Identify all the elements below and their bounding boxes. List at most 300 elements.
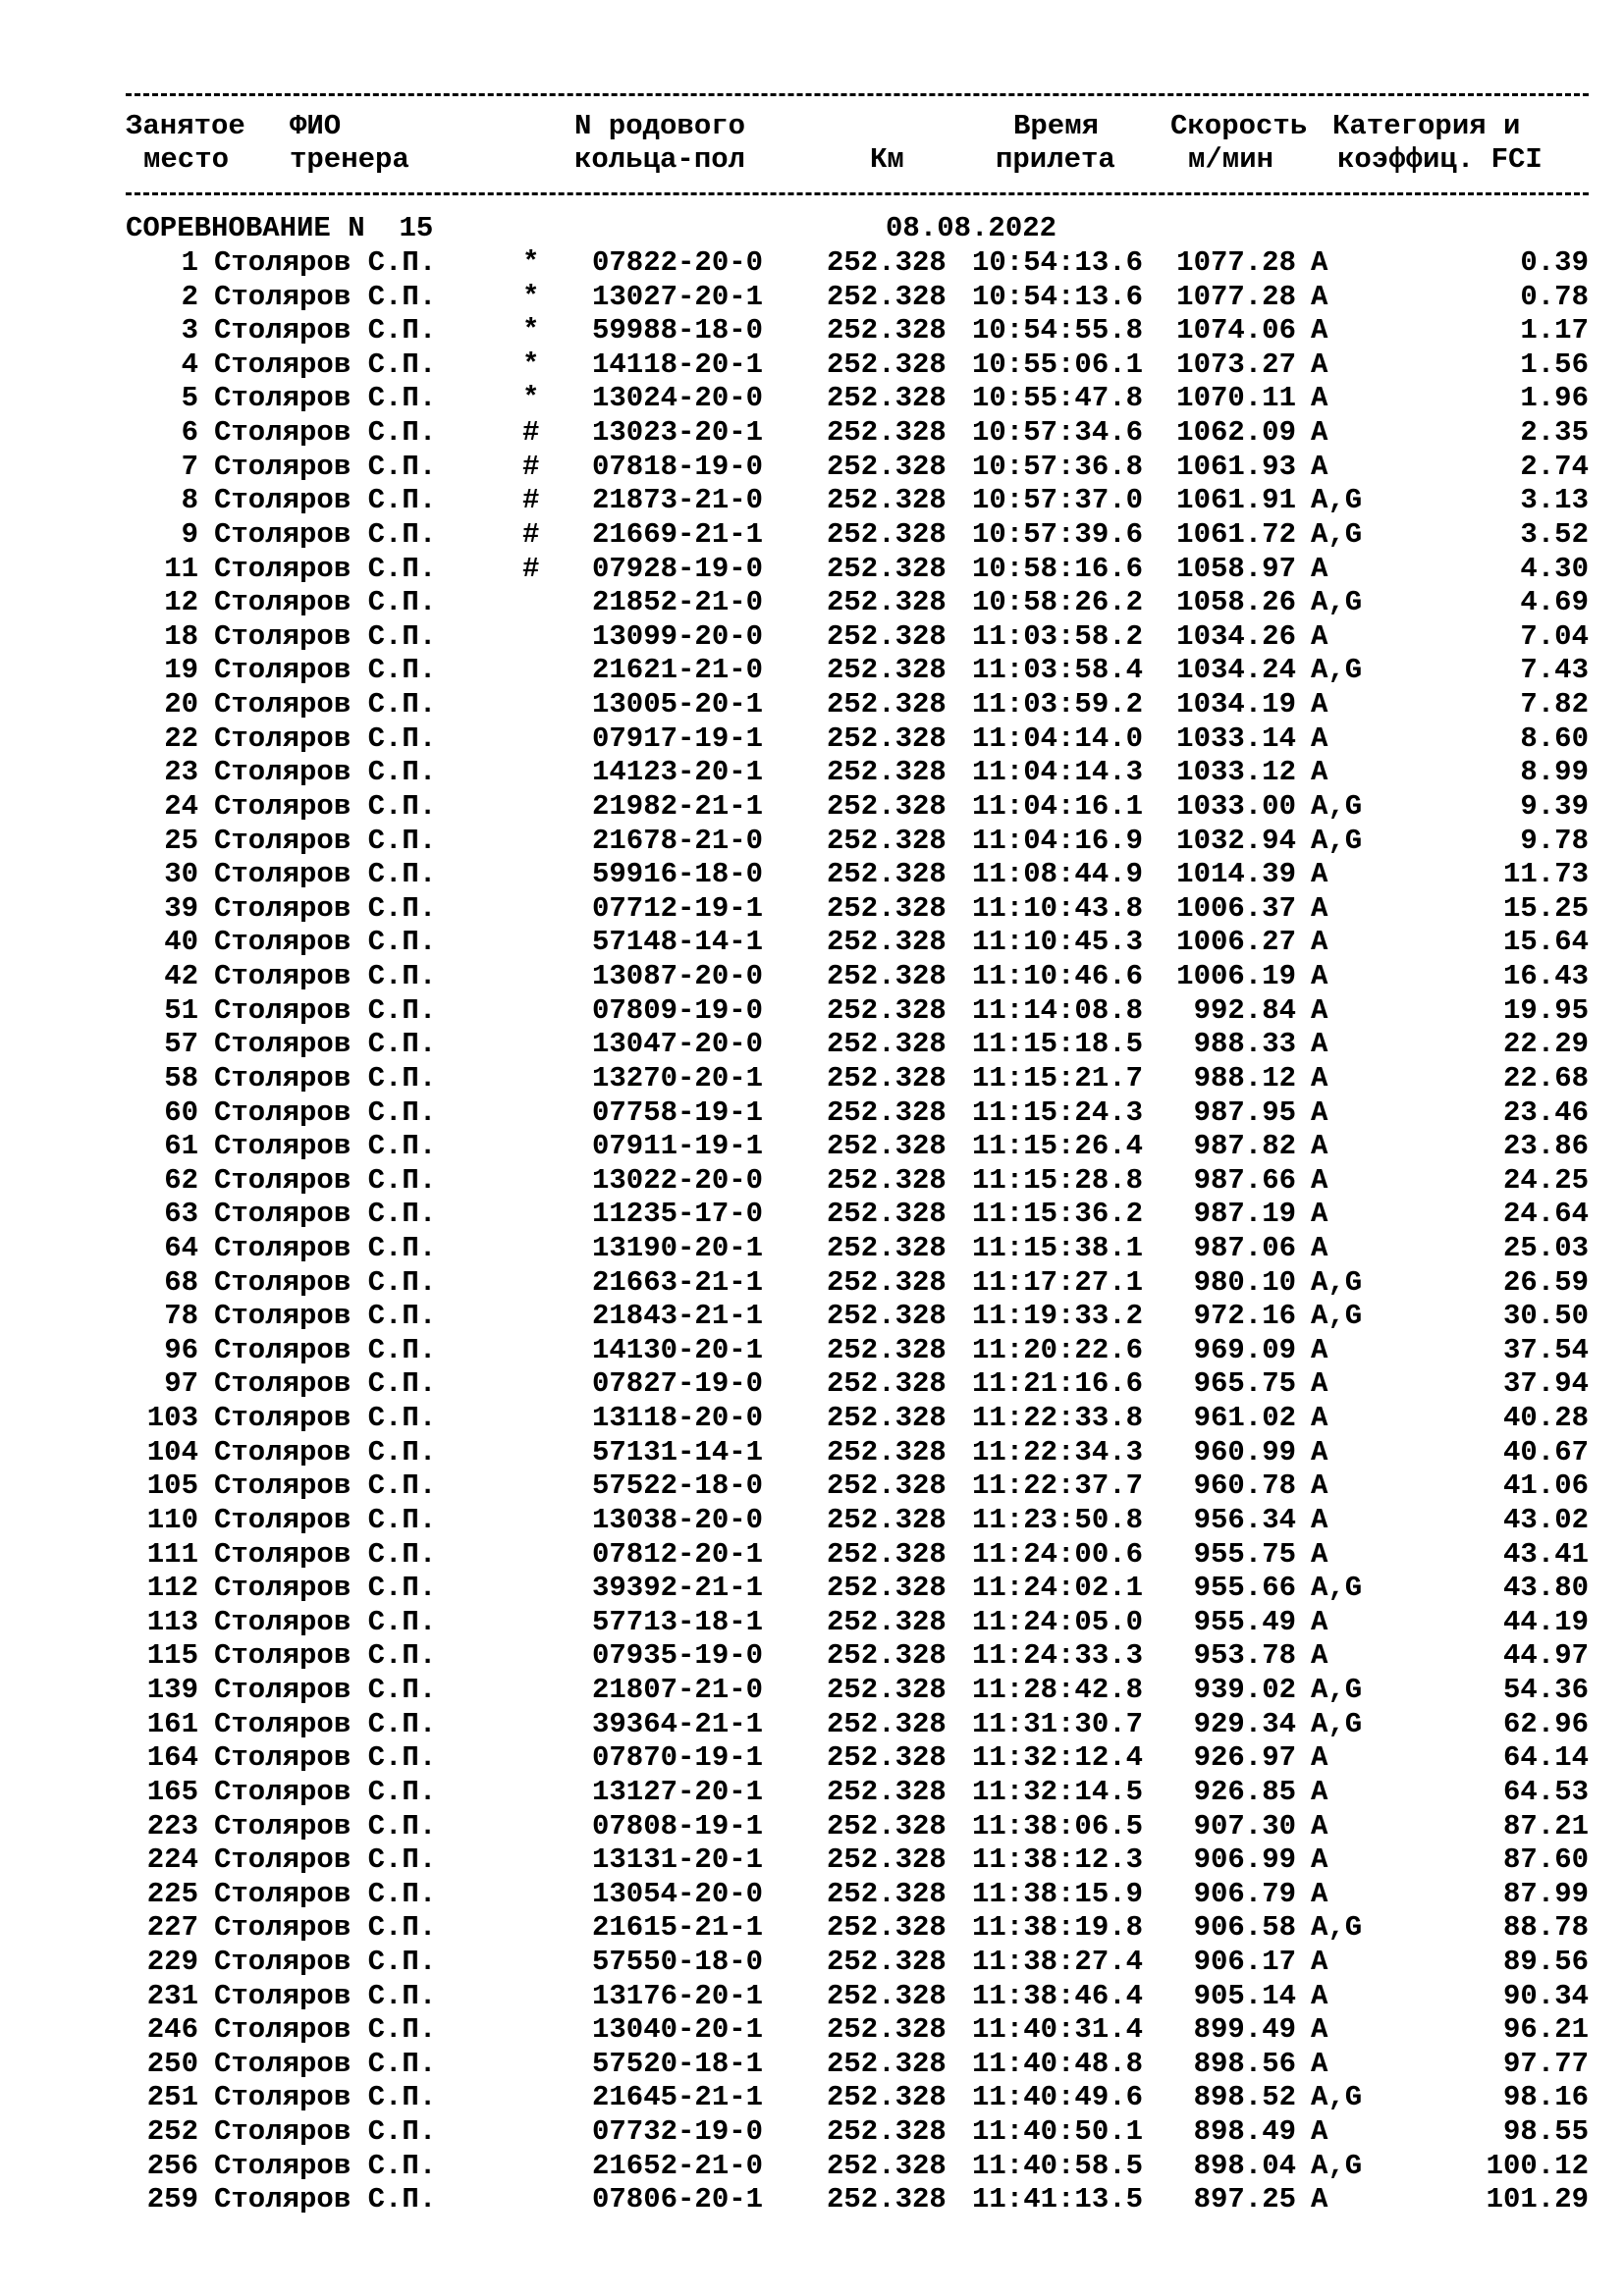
- ring-cell: 21873-21-0: [592, 484, 764, 517]
- speed-cell: 1061.91: [1176, 484, 1296, 517]
- speed-cell: 1070.11: [1176, 382, 1296, 415]
- competition-label: СОРЕВНОВАНИЕ N 15: [126, 212, 434, 244]
- km-cell: 252.328: [827, 2149, 947, 2182]
- table-row: [0, 1504, 1624, 1537]
- mark-cell: #: [522, 450, 540, 483]
- table-row: [0, 825, 1624, 858]
- time-cell: 10:57:37.0: [972, 484, 1144, 517]
- category-cell: A,G: [1311, 517, 1363, 551]
- km-cell: 252.328: [827, 246, 947, 279]
- ring-cell: 13131-20-1: [592, 1843, 764, 1877]
- ring-cell: 59988-18-0: [592, 314, 764, 347]
- ring-cell: 07935-19-0: [592, 1639, 764, 1673]
- trainer-cell: Столяров С.П.: [214, 2149, 437, 2182]
- km-cell: 252.328: [827, 688, 947, 721]
- time-cell: 10:55:06.1: [972, 347, 1144, 381]
- fci-cell: 64.53: [1502, 1775, 1589, 1808]
- speed-cell: 1033.12: [1176, 756, 1296, 789]
- category-cell: A: [1311, 1163, 1328, 1197]
- place-cell: 115: [146, 1639, 198, 1673]
- place-cell: 58: [164, 1061, 198, 1095]
- category-cell: A: [1311, 1809, 1328, 1842]
- trainer-cell: Столяров С.П.: [214, 382, 437, 415]
- trainer-cell: Столяров С.П.: [214, 552, 437, 585]
- category-cell: A: [1311, 1402, 1328, 1435]
- table-row: [0, 1878, 1624, 1911]
- km-cell: 252.328: [827, 1333, 947, 1366]
- ring-cell: 13176-20-1: [592, 1979, 764, 2012]
- km-cell: 252.328: [827, 1639, 947, 1673]
- category-cell: A: [1311, 2013, 1328, 2047]
- table-row: [0, 926, 1624, 959]
- trainer-cell: Столяров С.П.: [214, 1674, 437, 1707]
- speed-cell: 987.06: [1193, 1231, 1296, 1264]
- ring-cell: 07732-19-0: [592, 2115, 764, 2149]
- place-cell: 111: [146, 1537, 198, 1571]
- time-cell: 11:04:14.3: [972, 756, 1144, 789]
- place-cell: 9: [181, 517, 198, 551]
- trainer-cell: Столяров С.П.: [214, 1028, 437, 1061]
- fci-cell: 15.64: [1502, 926, 1589, 959]
- time-cell: 11:38:19.8: [972, 1911, 1144, 1945]
- km-cell: 252.328: [827, 586, 947, 619]
- time-cell: 10:54:13.6: [972, 280, 1144, 313]
- km-cell: 252.328: [827, 1843, 947, 1877]
- mark-cell: *: [522, 280, 540, 313]
- table-row: [0, 688, 1624, 721]
- place-cell: 64: [164, 1231, 198, 1264]
- ring-cell: 21663-21-1: [592, 1265, 764, 1299]
- category-cell: A: [1311, 1503, 1328, 1536]
- fci-cell: 7.43: [1520, 654, 1589, 687]
- km-cell: 252.328: [827, 416, 947, 450]
- time-cell: 11:15:28.8: [972, 1163, 1144, 1197]
- table-row: [0, 2183, 1624, 2216]
- time-cell: 11:10:46.6: [972, 960, 1144, 993]
- fci-cell: 7.82: [1520, 688, 1589, 721]
- category-cell: A: [1311, 1979, 1328, 2012]
- time-cell: 11:21:16.6: [972, 1367, 1144, 1401]
- trainer-cell: Столяров С.П.: [214, 1130, 437, 1163]
- trainer-cell: Столяров С.П.: [214, 688, 437, 721]
- place-cell: 11: [164, 552, 198, 585]
- ring-cell: 07917-19-1: [592, 721, 764, 755]
- category-cell: A: [1311, 1435, 1328, 1468]
- km-cell: 252.328: [827, 2183, 947, 2216]
- category-cell: A: [1311, 382, 1328, 415]
- time-cell: 11:23:50.8: [972, 1503, 1144, 1536]
- place-cell: 7: [181, 450, 198, 483]
- table-row: [0, 2115, 1624, 2149]
- trainer-cell: Столяров С.П.: [214, 1572, 437, 1605]
- trainer-cell: Столяров С.П.: [214, 484, 437, 517]
- time-cell: 10:57:39.6: [972, 517, 1144, 551]
- ring-cell: 39392-21-1: [592, 1572, 764, 1605]
- fci-cell: 37.54: [1502, 1333, 1589, 1366]
- km-cell: 252.328: [827, 1231, 947, 1264]
- header-speed-line2: м/мин: [1188, 143, 1274, 176]
- ring-cell: 13054-20-0: [592, 1877, 764, 1910]
- time-cell: 11:04:14.0: [972, 721, 1144, 755]
- fci-cell: 44.97: [1502, 1639, 1589, 1673]
- ring-cell: 14130-20-1: [592, 1333, 764, 1366]
- table-row: [0, 1402, 1624, 1435]
- category-cell: A: [1311, 347, 1328, 381]
- table-row: [0, 654, 1624, 687]
- km-cell: 252.328: [827, 993, 947, 1027]
- category-cell: A: [1311, 858, 1328, 891]
- fci-cell: 101.29: [1486, 2183, 1589, 2216]
- speed-cell: 988.12: [1193, 1061, 1296, 1095]
- trainer-cell: Столяров С.П.: [214, 1333, 437, 1366]
- table-row: [0, 1810, 1624, 1843]
- place-cell: 12: [164, 586, 198, 619]
- km-cell: 252.328: [827, 789, 947, 823]
- time-cell: 10:54:13.6: [972, 246, 1144, 279]
- place-cell: 22: [164, 721, 198, 755]
- speed-cell: 899.49: [1193, 2013, 1296, 2047]
- fci-cell: 2.74: [1520, 450, 1589, 483]
- header-ring-line2: кольца-пол: [574, 143, 746, 176]
- trainer-cell: Столяров С.П.: [214, 993, 437, 1027]
- ring-cell: 14118-20-1: [592, 347, 764, 381]
- mark-cell: *: [522, 347, 540, 381]
- trainer-cell: Столяров С.П.: [214, 450, 437, 483]
- km-cell: 252.328: [827, 960, 947, 993]
- time-cell: 11:15:26.4: [972, 1130, 1144, 1163]
- time-cell: 11:14:08.8: [972, 993, 1144, 1027]
- fci-cell: 64.14: [1502, 1741, 1589, 1775]
- table-row: [0, 722, 1624, 756]
- speed-cell: 1061.93: [1176, 450, 1296, 483]
- table-row: [0, 2081, 1624, 2114]
- category-cell: A: [1311, 993, 1328, 1027]
- ring-cell: 13023-20-1: [592, 416, 764, 450]
- place-cell: 3: [181, 314, 198, 347]
- speed-cell: 992.84: [1193, 993, 1296, 1027]
- place-cell: 229: [146, 1946, 198, 1978]
- fci-cell: 22.68: [1502, 1061, 1589, 1095]
- ring-cell: 07758-19-1: [592, 1095, 764, 1129]
- header-name-line1: ФИО: [290, 110, 342, 142]
- category-cell: A: [1311, 2115, 1328, 2149]
- table-row: [0, 1674, 1624, 1707]
- km-cell: 252.328: [827, 619, 947, 653]
- place-cell: 112: [146, 1572, 198, 1605]
- header-place-line1: Занятое: [126, 110, 245, 142]
- fci-cell: 97.77: [1502, 2047, 1589, 2080]
- table-row: [0, 2048, 1624, 2081]
- km-cell: 252.328: [827, 824, 947, 857]
- speed-cell: 906.58: [1193, 1911, 1296, 1945]
- km-cell: 252.328: [827, 1877, 947, 1910]
- category-cell: A: [1311, 891, 1328, 925]
- place-cell: 39: [164, 891, 198, 925]
- km-cell: 252.328: [827, 1095, 947, 1129]
- km-cell: 252.328: [827, 1061, 947, 1095]
- km-cell: 252.328: [827, 1435, 947, 1468]
- table-row: [0, 586, 1624, 619]
- speed-cell: 1032.94: [1176, 824, 1296, 857]
- category-cell: A,G: [1311, 654, 1363, 687]
- category-cell: A,G: [1311, 586, 1363, 619]
- time-cell: 11:08:44.9: [972, 858, 1144, 891]
- ring-cell: 13024-20-0: [592, 382, 764, 415]
- place-cell: 110: [146, 1503, 198, 1536]
- table-row: [0, 1300, 1624, 1333]
- category-cell: A,G: [1311, 484, 1363, 517]
- trainer-cell: Столяров С.П.: [214, 347, 437, 381]
- speed-cell: 897.25: [1193, 2183, 1296, 2216]
- fci-cell: 4.69: [1520, 586, 1589, 619]
- speed-cell: 987.66: [1193, 1163, 1296, 1197]
- time-cell: 11:22:37.7: [972, 1469, 1144, 1503]
- category-cell: A: [1311, 960, 1328, 993]
- ring-cell: 39364-21-1: [592, 1707, 764, 1740]
- trainer-cell: Столяров С.П.: [214, 858, 437, 891]
- ring-cell: 13270-20-1: [592, 1061, 764, 1095]
- time-cell: 11:40:58.5: [972, 2149, 1144, 2182]
- category-cell: A,G: [1311, 2081, 1363, 2114]
- place-cell: 161: [146, 1707, 198, 1740]
- speed-cell: 987.19: [1193, 1198, 1296, 1231]
- table-row: [0, 1946, 1624, 1979]
- category-cell: A: [1311, 450, 1328, 483]
- ring-cell: 21669-21-1: [592, 517, 764, 551]
- ring-cell: 13038-20-0: [592, 1503, 764, 1536]
- place-cell: 18: [164, 619, 198, 653]
- ring-cell: 07822-20-0: [592, 246, 764, 279]
- time-cell: 11:38:15.9: [972, 1877, 1144, 1910]
- km-cell: 252.328: [827, 891, 947, 925]
- place-cell: 40: [164, 926, 198, 959]
- category-cell: A: [1311, 1130, 1328, 1163]
- competition-date: 08.08.2022: [886, 212, 1057, 244]
- place-cell: 6: [181, 416, 198, 450]
- fci-cell: 1.96: [1520, 382, 1589, 415]
- fci-cell: 16.43: [1502, 960, 1589, 993]
- trainer-cell: Столяров С.П.: [214, 1198, 437, 1231]
- speed-cell: 929.34: [1193, 1707, 1296, 1740]
- km-cell: 252.328: [827, 1911, 947, 1945]
- fci-cell: 25.03: [1502, 1231, 1589, 1264]
- fci-cell: 87.21: [1502, 1809, 1589, 1842]
- table-row: [0, 416, 1624, 450]
- speed-cell: 1033.14: [1176, 721, 1296, 755]
- table-row: [0, 348, 1624, 382]
- header-km: Км: [870, 143, 904, 176]
- km-cell: 252.328: [827, 1707, 947, 1740]
- km-cell: 252.328: [827, 484, 947, 517]
- trainer-cell: Столяров С.П.: [214, 2013, 437, 2047]
- time-cell: 11:15:36.2: [972, 1198, 1144, 1231]
- time-cell: 11:38:46.4: [972, 1979, 1144, 2012]
- time-cell: 11:24:00.6: [972, 1537, 1144, 1571]
- km-cell: 252.328: [827, 1300, 947, 1333]
- fci-cell: 0.78: [1520, 280, 1589, 313]
- place-cell: 51: [164, 993, 198, 1027]
- table-row: [0, 892, 1624, 926]
- trainer-cell: Столяров С.П.: [214, 824, 437, 857]
- category-cell: A,G: [1311, 1707, 1363, 1740]
- km-cell: 252.328: [827, 1469, 947, 1503]
- speed-cell: 960.78: [1193, 1469, 1296, 1503]
- place-cell: 104: [146, 1435, 198, 1468]
- category-cell: A: [1311, 1741, 1328, 1775]
- place-cell: 63: [164, 1198, 198, 1231]
- km-cell: 252.328: [827, 2081, 947, 2114]
- table-row: [0, 1843, 1624, 1877]
- speed-cell: 1006.19: [1176, 960, 1296, 993]
- trainer-cell: Столяров С.П.: [214, 1300, 437, 1333]
- place-cell: 97: [164, 1367, 198, 1401]
- km-cell: 252.328: [827, 314, 947, 347]
- time-cell: 11:20:22.6: [972, 1333, 1144, 1366]
- place-cell: 61: [164, 1130, 198, 1163]
- ring-cell: 21645-21-1: [592, 2081, 764, 2114]
- km-cell: 252.328: [827, 858, 947, 891]
- fci-cell: 24.25: [1502, 1163, 1589, 1197]
- place-cell: 259: [146, 2183, 198, 2216]
- header-category-line1: Категория и: [1332, 110, 1521, 142]
- place-cell: 68: [164, 1265, 198, 1299]
- table-row: [0, 1062, 1624, 1095]
- fci-cell: 54.36: [1502, 1674, 1589, 1707]
- speed-cell: 1034.24: [1176, 654, 1296, 687]
- time-cell: 11:32:12.4: [972, 1741, 1144, 1775]
- time-cell: 11:38:12.3: [972, 1843, 1144, 1877]
- mark-cell: *: [522, 382, 540, 415]
- fci-cell: 43.80: [1502, 1572, 1589, 1605]
- km-cell: 252.328: [827, 1028, 947, 1061]
- speed-cell: 905.14: [1193, 1979, 1296, 2012]
- fci-cell: 44.19: [1502, 1605, 1589, 1638]
- km-cell: 252.328: [827, 721, 947, 755]
- km-cell: 252.328: [827, 654, 947, 687]
- category-cell: A: [1311, 552, 1328, 585]
- category-cell: A: [1311, 1367, 1328, 1401]
- time-cell: 11:22:33.8: [972, 1402, 1144, 1435]
- km-cell: 252.328: [827, 450, 947, 483]
- category-cell: A: [1311, 1877, 1328, 1910]
- category-cell: A: [1311, 1639, 1328, 1673]
- table-row: [0, 790, 1624, 824]
- time-cell: 11:38:06.5: [972, 1809, 1144, 1842]
- fci-cell: 96.21: [1502, 2013, 1589, 2047]
- table-row: [0, 1606, 1624, 1639]
- table-row: [0, 858, 1624, 891]
- trainer-cell: Столяров С.П.: [214, 1809, 437, 1842]
- category-cell: A: [1311, 1061, 1328, 1095]
- table-row: [0, 281, 1624, 314]
- km-cell: 252.328: [827, 1130, 947, 1163]
- header-category-line2: коэффиц. FCI: [1337, 143, 1543, 176]
- trainer-cell: Столяров С.П.: [214, 246, 437, 279]
- fci-cell: 40.28: [1502, 1402, 1589, 1435]
- trainer-cell: Столяров С.П.: [214, 1877, 437, 1910]
- table-row: [0, 451, 1624, 484]
- ring-cell: 57713-18-1: [592, 1605, 764, 1638]
- trainer-cell: Столяров С.П.: [214, 2047, 437, 2080]
- speed-cell: 906.17: [1193, 1946, 1296, 1978]
- speed-cell: 972.16: [1193, 1300, 1296, 1333]
- speed-cell: 1033.00: [1176, 789, 1296, 823]
- time-cell: 11:04:16.1: [972, 789, 1144, 823]
- mark-cell: #: [522, 416, 540, 450]
- trainer-cell: Столяров С.П.: [214, 1707, 437, 1740]
- time-cell: 11:32:14.5: [972, 1775, 1144, 1808]
- place-cell: 4: [181, 347, 198, 381]
- ring-cell: 07870-19-1: [592, 1741, 764, 1775]
- header-speed-line1: Скорость: [1170, 110, 1308, 142]
- mark-cell: *: [522, 246, 540, 279]
- speed-cell: 1034.19: [1176, 688, 1296, 721]
- place-cell: 19: [164, 654, 198, 687]
- trainer-cell: Столяров С.П.: [214, 2183, 437, 2216]
- table-row: [0, 1911, 1624, 1945]
- table-row: [0, 1776, 1624, 1809]
- table-row: [0, 1028, 1624, 1061]
- category-cell: A,G: [1311, 1265, 1363, 1299]
- fci-cell: 26.59: [1502, 1265, 1589, 1299]
- category-cell: A: [1311, 1333, 1328, 1366]
- place-cell: 113: [146, 1605, 198, 1638]
- trainer-cell: Столяров С.П.: [214, 1503, 437, 1536]
- place-cell: 42: [164, 960, 198, 993]
- place-cell: 105: [146, 1469, 198, 1503]
- trainer-cell: Столяров С.П.: [214, 280, 437, 313]
- time-cell: 11:10:43.8: [972, 891, 1144, 925]
- ring-cell: 21652-21-0: [592, 2149, 764, 2182]
- table-row: [0, 1198, 1624, 1231]
- speed-cell: 898.49: [1193, 2115, 1296, 2149]
- place-cell: 20: [164, 688, 198, 721]
- trainer-cell: Столяров С.П.: [214, 654, 437, 687]
- mark-cell: #: [522, 517, 540, 551]
- table-row: [0, 960, 1624, 993]
- fci-cell: 0.39: [1520, 246, 1589, 279]
- time-cell: 11:03:58.2: [972, 619, 1144, 653]
- fci-cell: 9.39: [1520, 789, 1589, 823]
- table-row: [0, 1266, 1624, 1300]
- speed-cell: 906.79: [1193, 1877, 1296, 1910]
- table-row: [0, 518, 1624, 552]
- ring-cell: 57520-18-1: [592, 2047, 764, 2080]
- time-cell: 11:15:38.1: [972, 1231, 1144, 1264]
- km-cell: 252.328: [827, 2047, 947, 2080]
- km-cell: 252.328: [827, 1572, 947, 1605]
- place-cell: 224: [146, 1843, 198, 1877]
- time-cell: 11:41:13.5: [972, 2183, 1144, 2216]
- place-cell: 62: [164, 1163, 198, 1197]
- place-cell: 8: [181, 484, 198, 517]
- time-cell: 11:22:34.3: [972, 1435, 1144, 1468]
- trainer-cell: Столяров С.П.: [214, 1435, 437, 1468]
- trainer-cell: Столяров С.П.: [214, 2115, 437, 2149]
- speed-cell: 939.02: [1193, 1674, 1296, 1707]
- speed-cell: 988.33: [1193, 1028, 1296, 1061]
- category-cell: A: [1311, 1605, 1328, 1638]
- km-cell: 252.328: [827, 1402, 947, 1435]
- ring-cell: 13190-20-1: [592, 1231, 764, 1264]
- km-cell: 252.328: [827, 1946, 947, 1978]
- place-cell: 23: [164, 756, 198, 789]
- trainer-cell: Столяров С.П.: [214, 1163, 437, 1197]
- category-cell: A: [1311, 2047, 1328, 2080]
- table-row: [0, 620, 1624, 654]
- ring-cell: 13047-20-0: [592, 1028, 764, 1061]
- time-cell: 11:03:58.4: [972, 654, 1144, 687]
